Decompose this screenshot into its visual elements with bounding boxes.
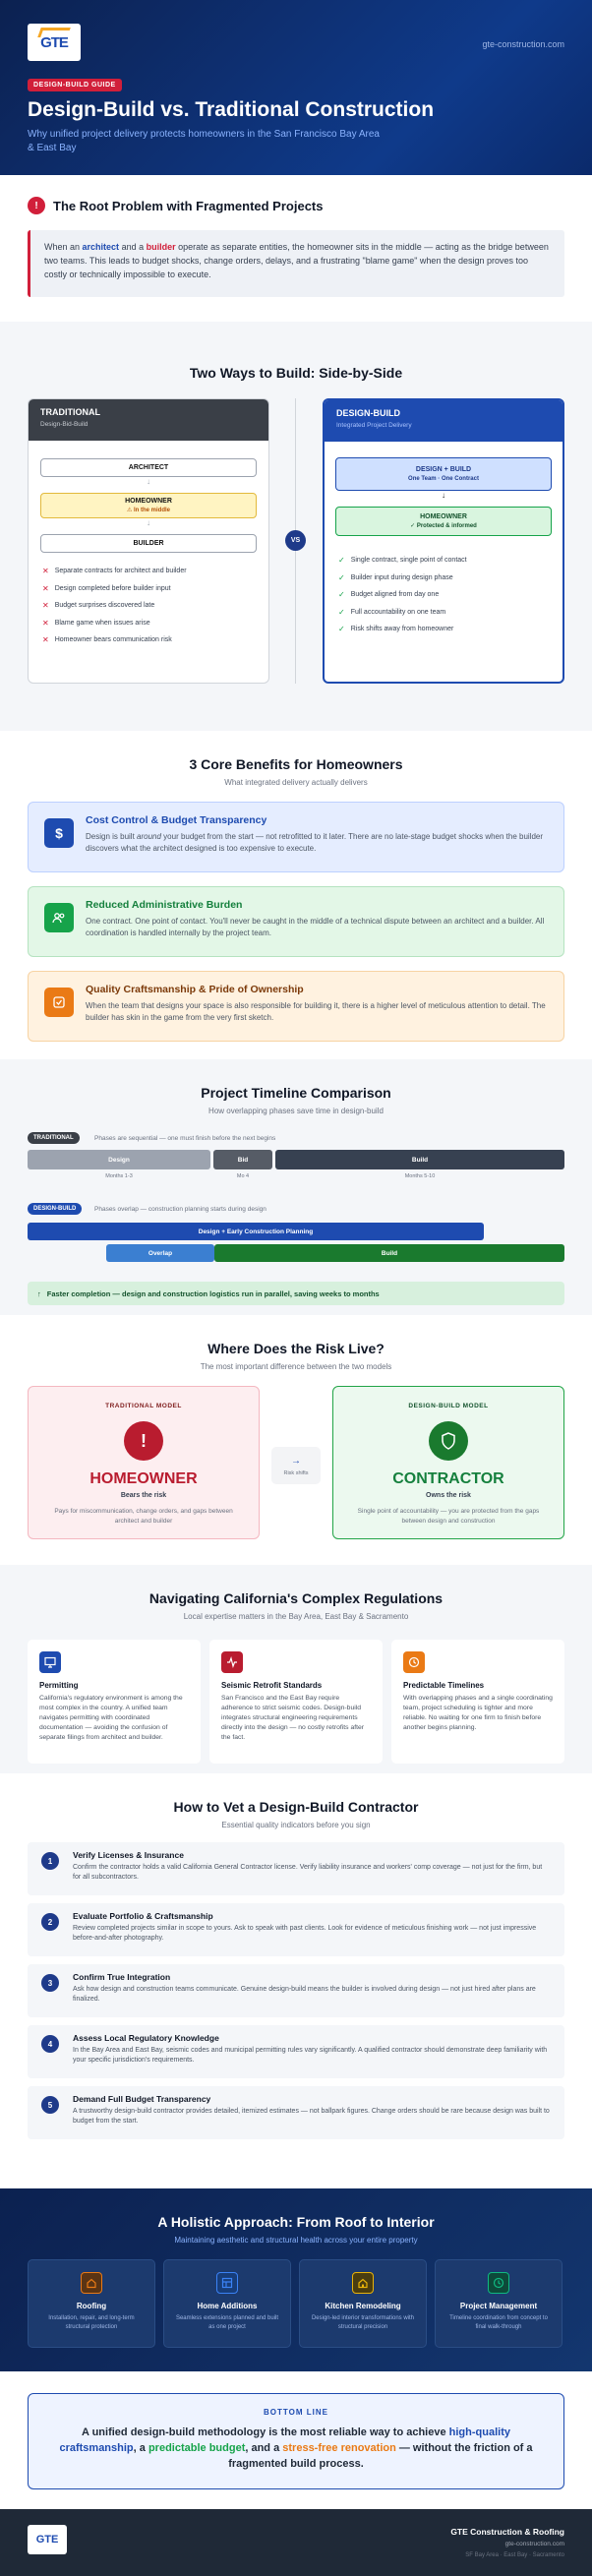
footer-area: SF Bay Area · East Bay · Sacramento	[465, 2552, 564, 2558]
list-item: ✓ Single contract, single point of contact	[338, 556, 467, 566]
service-card-kitchen[interactable]: Kitchen Remodeling Design-led interior transformations with structural precision	[299, 2259, 427, 2348]
people-icon	[44, 903, 74, 932]
service-card-roofing[interactable]: Roofing Installation, repair, and long-term structural protection	[28, 2259, 155, 2348]
risk-subtitle: The most important difference between the two models	[200, 1362, 392, 1371]
vet-title: How to Vet a Design-Build Contractor	[173, 1799, 419, 1815]
regulation-card-permitting: Permitting California's regulatory environment is among the most complex in the country. A unified team navigates permitting with coordinated documentation — avoiding the confusion of separate filings from architect and builder.	[28, 1640, 201, 1764]
benefits-title: 3 Core Benefits for Homeowners	[189, 756, 403, 772]
header	[0, 0, 592, 175]
two-ways-title: Two Ways to Build: Side-by-Side	[189, 365, 403, 381]
bar-design-months: Months 1-3	[105, 1173, 133, 1179]
check-icon	[44, 988, 74, 1017]
flow-design-build: DESIGN + BUILD One Team · One Contract	[335, 457, 552, 491]
design-build-tag: DESIGN-BUILD	[28, 1203, 82, 1215]
holistic-title: A Holistic Approach: From Roof to Interior	[157, 2214, 435, 2230]
design-build-title: DESIGN-BUILD	[336, 408, 400, 418]
check-icon: ✓	[338, 590, 345, 600]
footer	[0, 2509, 592, 2576]
x-icon: ✕	[42, 567, 49, 576]
bottom-line-box	[28, 2393, 564, 2489]
vet-item: 2 Evaluate Portfolio & Craftsmanship Review completed projects similar in scope to yours. Ask to speak with past clients. Look for evidence of meticulous finishing work — not just impressive before-and-after photography.	[28, 1903, 564, 1956]
dollar-icon: $	[44, 818, 74, 848]
faster-callout: ↑ Faster completion — design and construction logistics run in parallel, saving weeks to months	[28, 1282, 564, 1305]
list-item: ✕ Blame game when issues arise	[42, 618, 150, 628]
bottom-line-text: A unified design-build methodology is the most reliable way to achieve high-quality craftsmanship, a predictable budget, and a stress-free renovation — without the friction of a fragmented build process.	[59, 2426, 533, 2470]
step-number: 5	[41, 2096, 59, 2114]
pulse-icon	[221, 1651, 243, 1673]
logo-text: GTE	[40, 33, 68, 51]
bar-bid: Bid	[213, 1150, 272, 1169]
arrow-down-icon: ↓	[442, 491, 445, 500]
x-icon: ✕	[42, 601, 49, 611]
step-number: 4	[41, 2035, 59, 2053]
two-ways-section	[0, 322, 592, 731]
arrow-right-icon: →	[291, 1456, 301, 1467]
guide-badge: DESIGN-BUILD GUIDE	[28, 79, 122, 91]
bar-overlap: Overlap	[106, 1244, 214, 1262]
timeline-subtitle: How overlapping phases save time in design-build	[208, 1107, 384, 1115]
list-item: ✓ Risk shifts away from homeowner	[338, 625, 454, 634]
timeline-section	[0, 1059, 592, 1315]
clock-icon	[488, 2272, 509, 2294]
risk-card-design-build: DESIGN-BUILD MODEL CONTRACTOR Owns the risk Single point of accountability — you are protected from the gaps between design and construction	[332, 1386, 564, 1539]
vet-item: 5 Demand Full Budget Transparency A trustworthy design-build contractor provides detailed, itemized estimates — not ballpark figures. Change orders should be rare because design was built to budget from the start.	[28, 2086, 564, 2139]
service-card-project-management[interactable]: Project Management Timeline coordination from concept to final walk-through	[435, 2259, 562, 2348]
x-icon: ✕	[42, 635, 49, 645]
footer-site-link[interactable]: gte-construction.com	[504, 2541, 564, 2547]
clock-icon	[403, 1651, 425, 1673]
root-title: The Root Problem with Fragmented Projects	[53, 198, 324, 213]
arrow-up-icon: ↑	[37, 1288, 41, 1298]
risk-shift: → Risk shifts	[271, 1447, 321, 1484]
vet-subtitle: Essential quality indicators before you sign	[221, 1821, 371, 1829]
list-item: ✓ Builder input during design phase	[338, 572, 453, 582]
step-number: 3	[41, 1974, 59, 1992]
root-problem-section	[0, 175, 592, 279]
risk-section	[0, 1315, 592, 1565]
step-number: 2	[41, 1913, 59, 1931]
layout-icon	[216, 2272, 238, 2294]
list-item: ✕ Separate contracts for architect and builder	[42, 567, 187, 576]
flow-homeowner: HOMEOWNER ⚠ In the middle	[40, 493, 257, 518]
traditional-tag: TRADITIONAL	[28, 1132, 80, 1144]
footer-logo[interactable]: GTE	[28, 2525, 67, 2554]
home-icon	[352, 2272, 374, 2294]
holistic-section	[0, 2188, 592, 2371]
vs-badge: VS	[285, 530, 306, 551]
traditional-list	[29, 553, 268, 649]
regulation-card-timelines: Predictable Timelines With overlapping phases and a single coordinating team, project scheduling is tighter and more reliable. No waiting for one firm to finish before another begins planning.	[391, 1640, 564, 1764]
root-callout: When an architect and a builder operate as separate entities, the homeowner sits in the middle — acting as the bridge between two teams. This leads to budget shocks, change orders, delays, and a frustrating "blame game" when the design proves too costly or technically impossible to execute.	[28, 230, 564, 297]
logo[interactable]	[28, 24, 81, 61]
flow-architect: ARCHITECT	[40, 458, 257, 477]
list-item: ✓ Full accountability on one team	[338, 607, 446, 617]
alert-icon: !	[124, 1421, 163, 1461]
monitor-icon	[39, 1651, 61, 1673]
service-card-additions[interactable]: Home Additions Seamless extensions planned and built as one project	[163, 2259, 291, 2348]
design-build-subtitle: Integrated Project Delivery	[336, 422, 412, 429]
shield-icon	[429, 1421, 468, 1461]
logo-roof-icon	[37, 28, 71, 37]
benefits-subtitle: What integrated delivery actually delivers	[224, 778, 368, 787]
design-build-note: Phases overlap — construction planning starts during design	[94, 1206, 266, 1213]
footer-company: GTE Construction & Roofing	[450, 2527, 564, 2537]
benefit-card-quality: Quality Craftsmanship & Pride of Ownership When the team that designs your space is also responsible for building it, there is a higher level of meticulous attention to detail. The builder has skin in the game from the very first sketch.	[28, 971, 564, 1042]
list-item: ✕ Homeowner bears communication risk	[42, 635, 172, 645]
vet-item: 4 Assess Local Regulatory Knowledge In the Bay Area and East Bay, seismic codes and municipal permitting rules vary significantly. A qualified contractor should demonstrate deep familiarity with your specific jurisdiction's requirements.	[28, 2025, 564, 2078]
bar-build: Build	[275, 1150, 564, 1169]
vet-item: 3 Confirm True Integration Ask how design and construction teams communicate. Genuine design-build means the builder is involved during design — not just hired after plans are finalized.	[28, 1964, 564, 2017]
bar-bid-months: Mo 4	[236, 1173, 250, 1179]
alert-icon: !	[28, 197, 45, 214]
vet-section	[0, 1773, 592, 2188]
holistic-subtitle: Maintaining aesthetic and structural health across your entire property	[174, 2236, 418, 2245]
x-icon: ✕	[42, 618, 49, 628]
site-link[interactable]: gte-construction.com	[482, 39, 564, 49]
risk-card-traditional: TRADITIONAL MODEL ! HOMEOWNER Bears the risk Pays for miscommunication, change orders, and gaps between architect and builder	[28, 1386, 260, 1539]
list-item: ✕ Budget surprises discovered late	[42, 601, 155, 611]
arrow-down-icon: ↓	[147, 477, 150, 486]
page-subtitle: Why unified project delivery protects homeowners in the San Francisco Bay Area & East Bay	[28, 129, 380, 153]
flow-builder: BUILDER	[40, 534, 257, 553]
design-build-list	[325, 536, 562, 638]
check-icon: ✓	[338, 607, 345, 617]
list-item: ✕ Design completed before builder input	[42, 583, 171, 593]
bar-design: Design	[28, 1150, 210, 1169]
check-icon: ✓	[338, 625, 345, 634]
benefits-section	[0, 731, 592, 1059]
page-title: Design-Build vs. Traditional Construction	[28, 98, 435, 121]
home-icon	[81, 2272, 102, 2294]
bottom-line-tag: BOTTOM LINE	[264, 2408, 328, 2417]
benefit-card-cost: $ Cost Control & Budget Transparency Design is built around your budget from the start — not retrofitted to it later. There are no late-stage budget shocks when the builder discovers what the architect designed is too expensive to execute.	[28, 802, 564, 872]
traditional-note: Phases are sequential — one must finish before the next begins	[94, 1135, 276, 1142]
check-icon: ✓	[338, 572, 345, 582]
bottom-line-section	[0, 2371, 592, 2509]
vet-item: 1 Verify Licenses & Insurance Confirm the contractor holds a valid California General Contractor license. Verify liability insurance and workers' comp coverage — not just for the firm, but for all subcontractors.	[28, 1842, 564, 1895]
x-icon: ✕	[42, 583, 49, 593]
step-number: 1	[41, 1852, 59, 1870]
regulations-subtitle: Local expertise matters in the Bay Area, East Bay & Sacramento	[183, 1612, 409, 1621]
check-icon: ✓	[338, 556, 345, 566]
traditional-title: TRADITIONAL	[40, 407, 100, 417]
traditional-panel	[28, 398, 269, 684]
bar-build-months: Months 5-10	[404, 1173, 436, 1179]
flow-homeowner-protected: HOMEOWNER ✓ Protected & informed	[335, 507, 552, 536]
regulation-card-seismic: Seismic Retrofit Standards San Francisco and the East Bay require adherence to strict seismic codes. Design-build integrates structural engineering requirements directly into the design — no costly retrofits after the fact.	[209, 1640, 383, 1764]
timeline-title: Project Timeline Comparison	[201, 1085, 391, 1101]
arrow-down-icon: ↓	[147, 518, 150, 527]
benefit-card-admin: Reduced Administrative Burden One contract. One point of contact. You'll never be caught in the middle of a technical dispute between an architect and a builder. All coordination is handled internally by the project team.	[28, 886, 564, 957]
risk-title: Where Does the Risk Live?	[207, 1341, 385, 1356]
list-item: ✓ Budget aligned from day one	[338, 590, 440, 600]
regulations-section	[0, 1565, 592, 1773]
bar-design-early: Design + Early Construction Planning	[28, 1223, 484, 1240]
regulations-title: Navigating California's Complex Regulations	[148, 1590, 444, 1606]
traditional-subtitle: Design-Bid-Build	[40, 421, 89, 428]
design-build-panel	[323, 398, 564, 684]
bar-db-build: Build	[214, 1244, 564, 1262]
